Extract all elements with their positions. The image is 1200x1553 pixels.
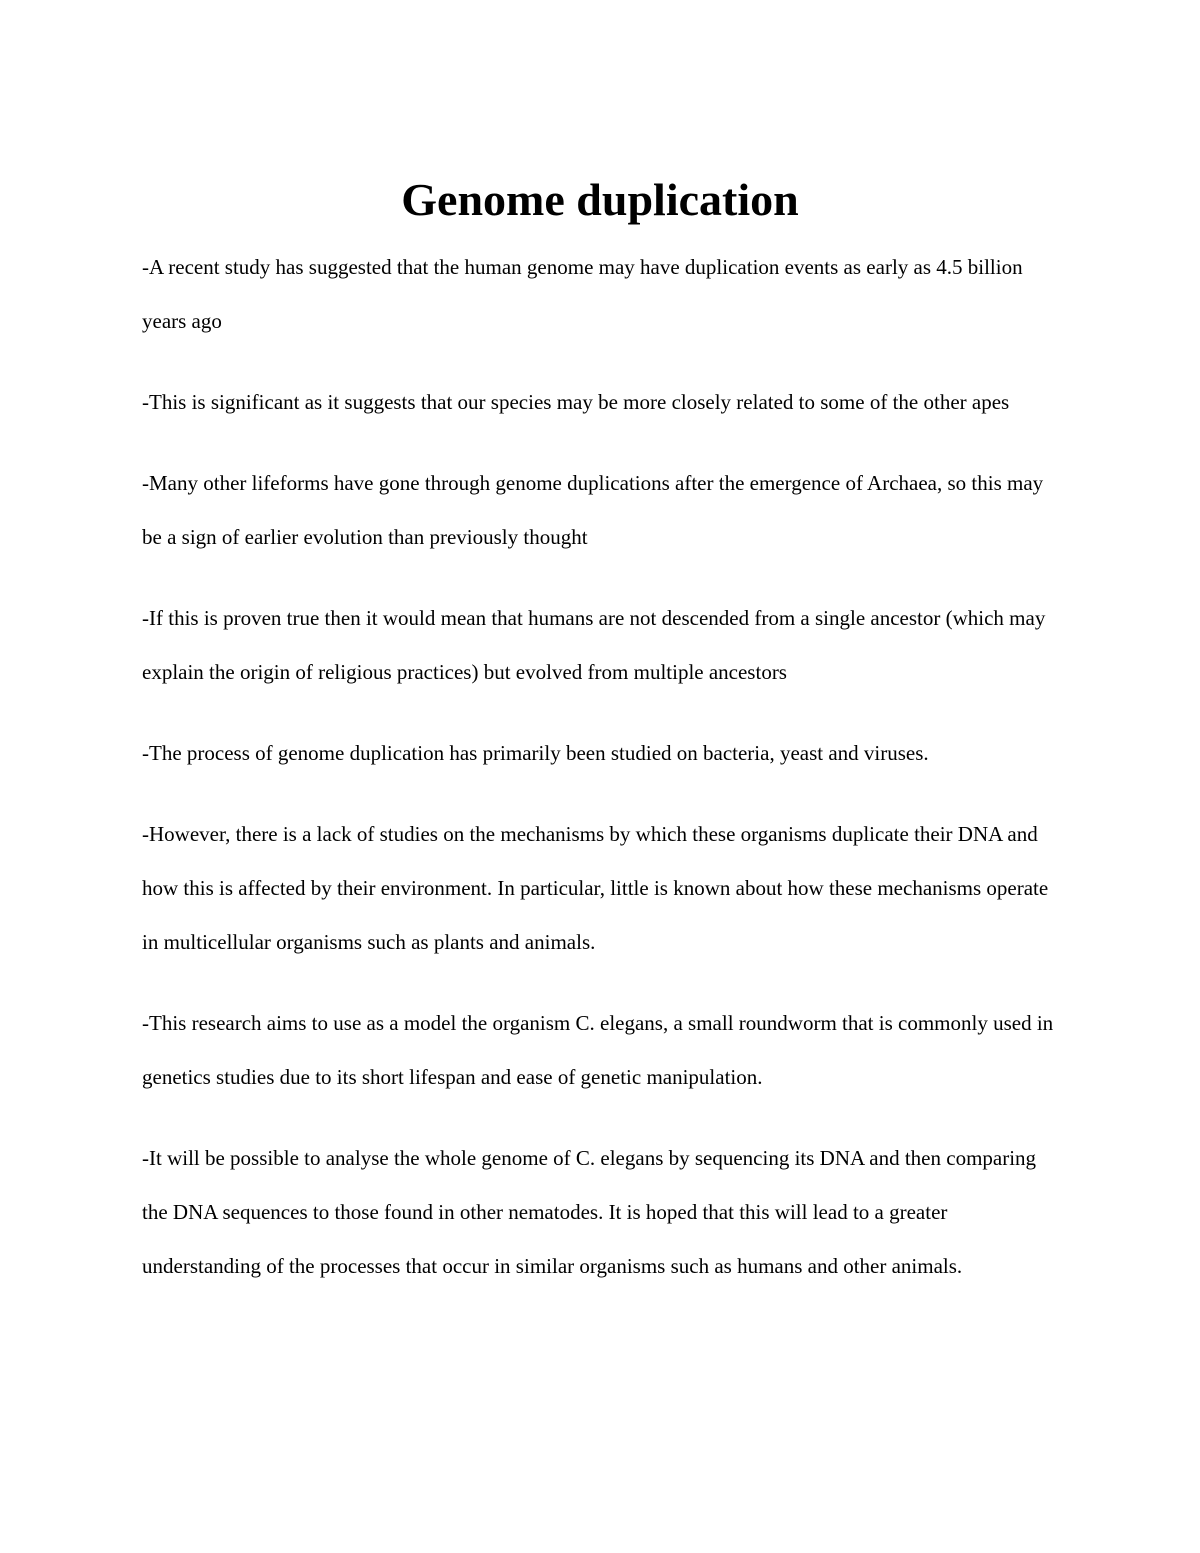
paragraph: -This research aims to use as a model the organism C. elegans, a small roundworm that is commonly used in genetics studies due to its short lifespan and ease of genetic manipulation.: [142, 1011, 1054, 1089]
paragraph: -However, there is a lack of studies on the mechanisms by which these organisms duplicate their DNA and how this is affected by their environment. In particular, little is known about how these mechanisms operate in multicellular organisms such as plants and animals.: [142, 822, 1049, 954]
paragraph: -If this is proven true then it would mean that humans are not descended from a single ancestor (which may explain the origin of religious practices) but evolved from multiple ancestors: [142, 606, 1046, 684]
paragraph: -It will be possible to analyse the whole genome of C. elegans by sequencing its DNA and then comparing the DNA sequences to those found in other nematodes. It is hoped that this will lead to a greater understanding of the processes that occur in similar organisms such as humans and other animals.: [142, 1146, 1037, 1278]
paragraph: -Many other lifeforms have gone through genome duplications after the emergence of Archaea, so this may be a sign of earlier evolution than previously thought: [142, 471, 1044, 549]
paragraph: -A recent study has suggested that the human genome may have duplication events as early as 4.5 billion years ago: [142, 255, 1023, 333]
paragraph: -The process of genome duplication has primarily been studied on bacteria, yeast and viruses.: [142, 741, 929, 765]
document-body: [142, 240, 1062, 1320]
document-title: Genome duplication: [401, 174, 799, 225]
paragraph: -This is significant as it suggests that our species may be more closely related to some of the other apes: [142, 390, 1010, 414]
